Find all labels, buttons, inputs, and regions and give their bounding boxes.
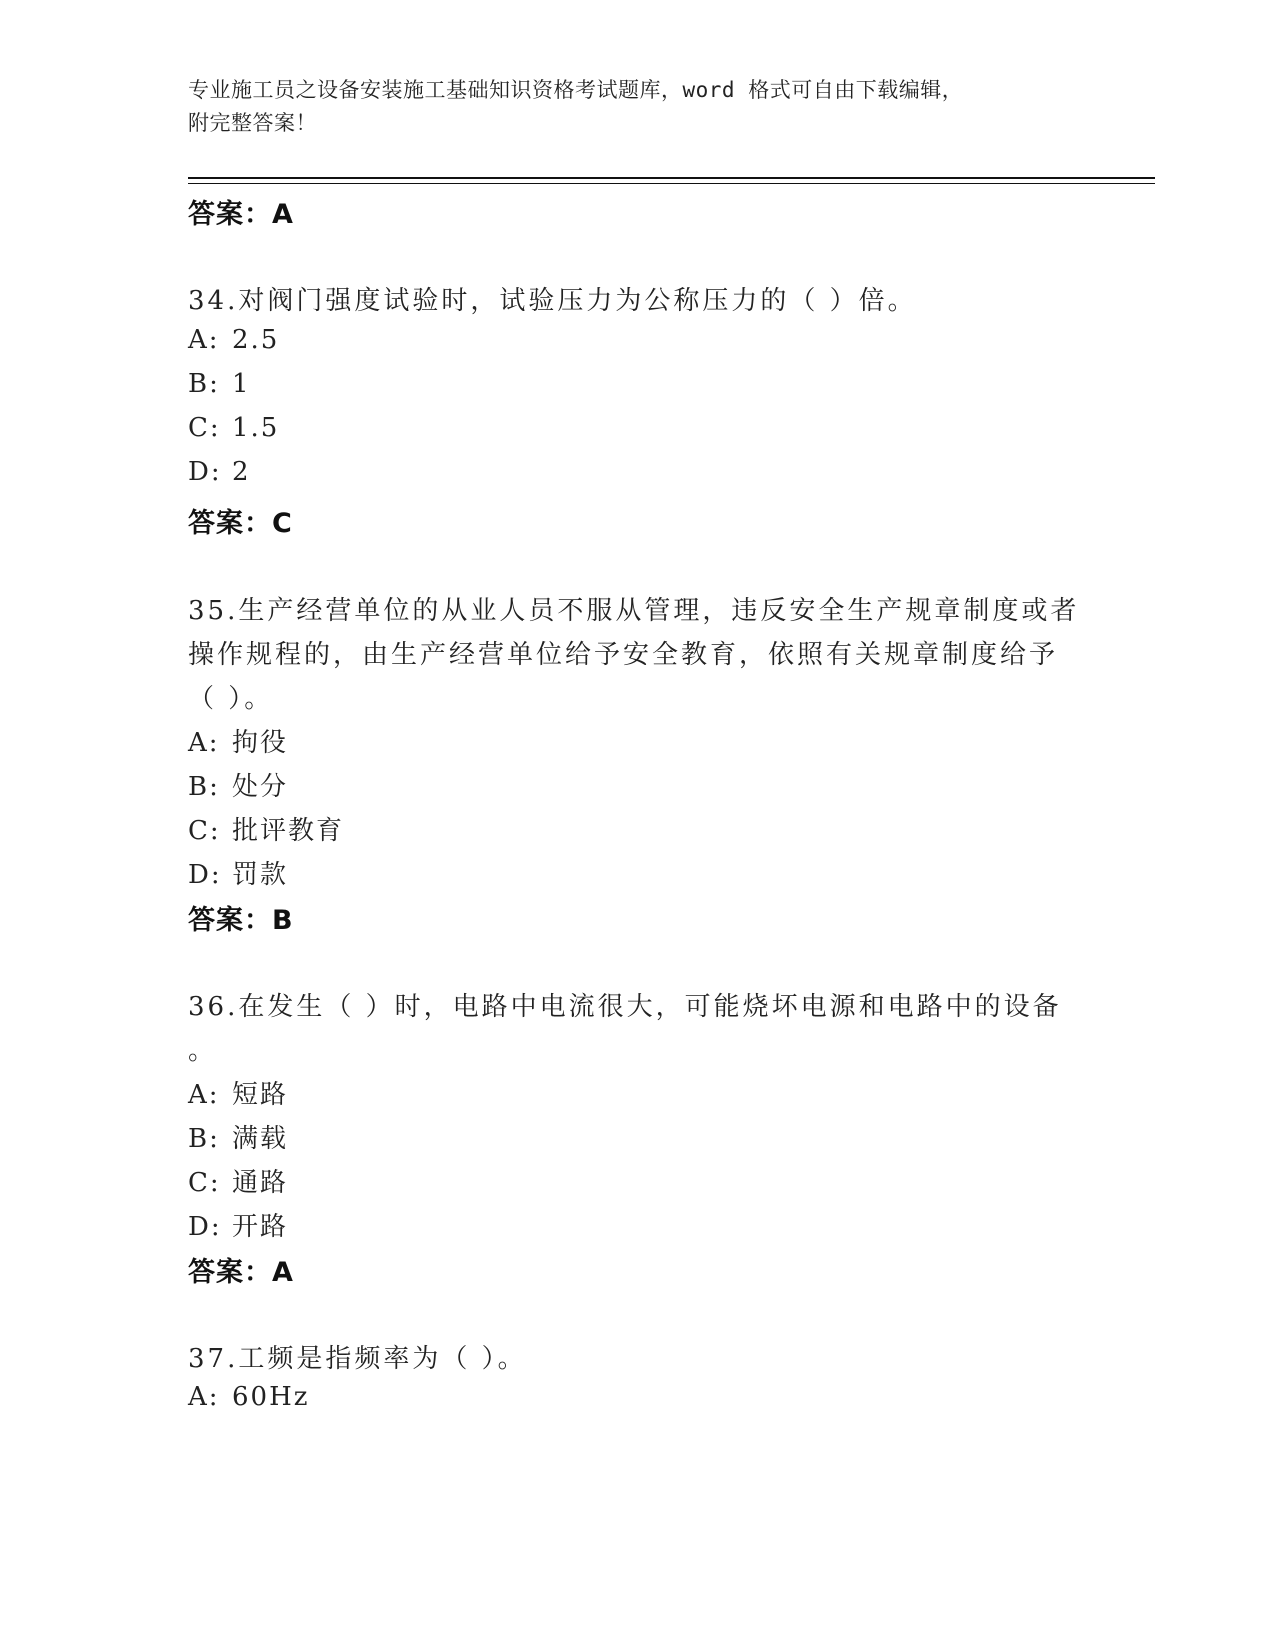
- question-35-text-line-2: 操作规程的，由生产经营单位给予安全教育，依照有关规章制度给予: [188, 640, 1059, 670]
- option-text: 60Hz: [232, 1382, 310, 1412]
- question-34-answer: 答案：C: [188, 508, 293, 539]
- header-line-2: 附完整答案！: [188, 111, 317, 135]
- question-36-answer: 答案：A: [188, 1257, 294, 1288]
- question-36-text-line-1: 36.在发生（ ）时，电路中电流很大，可能烧坏电源和电路中的设备: [188, 992, 1062, 1022]
- header-divider-thin: [188, 183, 1155, 184]
- question-35-option-a: [188, 722, 288, 759]
- question-34-text: 34.对阀门强度试验时，试验压力为公称压力的（ ）倍。: [188, 286, 917, 316]
- option-letter: D:: [188, 860, 222, 890]
- option-letter: D:: [188, 1212, 222, 1242]
- question-36-option-d: [188, 1206, 288, 1243]
- question-35-option-b: [188, 766, 288, 803]
- option-text: 通路: [232, 1168, 289, 1198]
- option-text: 2.5: [232, 325, 280, 355]
- question-35-text-line-1: 35.生产经营单位的从业人员不服从管理，违反安全生产规章制度或者: [188, 596, 1080, 626]
- option-letter: A:: [188, 1080, 220, 1110]
- option-letter: A:: [188, 325, 220, 355]
- option-letter: C:: [188, 816, 221, 846]
- question-36-option-c: [188, 1162, 288, 1199]
- document-header: [188, 74, 1068, 140]
- option-letter: C:: [188, 1168, 221, 1198]
- header-line-1: 专业施工员之设备安装施工基础知识资格考试题库，word 格式可自由下载编辑，: [188, 78, 964, 102]
- question-34-option-d: [188, 457, 251, 487]
- question-34-option-c: [188, 413, 279, 443]
- option-text: 开路: [232, 1212, 289, 1242]
- option-text: 满载: [232, 1124, 289, 1154]
- option-text: 1: [232, 369, 251, 399]
- option-text: 批评教育: [232, 816, 345, 846]
- option-text: 短路: [232, 1080, 289, 1110]
- question-37-text: 37.工频是指频率为（ ）。: [188, 1344, 527, 1374]
- option-text: 拘役: [232, 728, 289, 758]
- option-letter: D:: [188, 457, 222, 487]
- option-letter: B:: [188, 369, 220, 399]
- question-34-option-b: [188, 369, 251, 399]
- option-text: 1.5: [232, 413, 280, 443]
- option-letter: C:: [188, 413, 221, 443]
- question-34-option-a: [188, 325, 279, 355]
- option-text: 罚款: [232, 860, 289, 890]
- question-35-option-d: [188, 854, 288, 891]
- option-text: 处分: [232, 772, 289, 802]
- question-35-option-c: [188, 810, 344, 847]
- question-36-text-line-2: 。: [188, 1036, 218, 1066]
- option-letter: B:: [188, 772, 220, 802]
- option-letter: A:: [188, 1382, 220, 1412]
- question-36-option-a: [188, 1074, 288, 1111]
- answer-previous: 答案：A: [188, 199, 294, 230]
- header-divider-thick: [188, 177, 1155, 179]
- question-35-answer: 答案：B: [188, 905, 294, 936]
- option-letter: A:: [188, 728, 220, 758]
- option-text: 2: [232, 457, 251, 487]
- option-letter: B:: [188, 1124, 220, 1154]
- question-36-option-b: [188, 1118, 288, 1155]
- question-35-text-line-3: （ ）。: [188, 684, 274, 714]
- question-37-option-a: [188, 1382, 309, 1412]
